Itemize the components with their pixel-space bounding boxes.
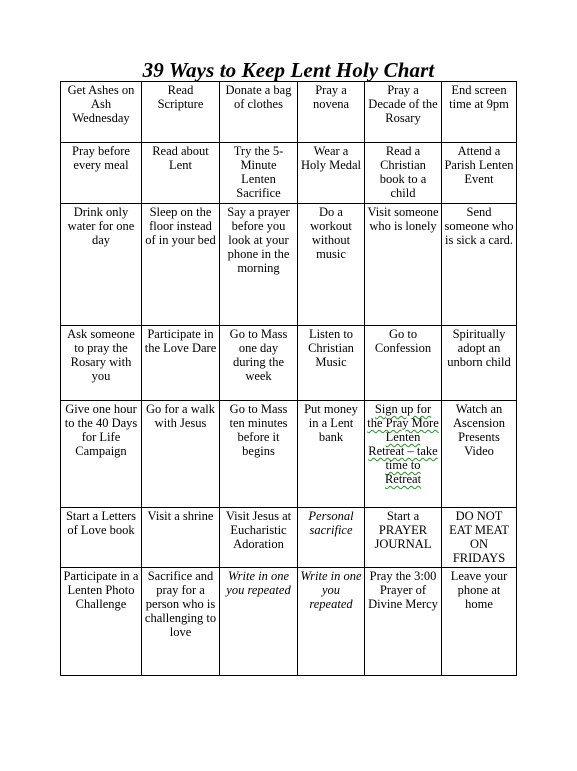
chart-cell: Start a PRAYER JOURNAL — [365, 508, 442, 568]
chart-cell: Visit Jesus at Eucharistic Adoration — [220, 508, 298, 568]
chart-cell: Pray the 3:00 Prayer of Divine Mercy — [365, 568, 442, 676]
table-row — [61, 204, 517, 326]
chart-cell: Attend a Parish Lenten Event — [442, 143, 517, 204]
chart-cell: Go to Mass one day during the week — [220, 326, 298, 401]
chart-cell: Listen to Christian Music — [298, 326, 365, 401]
table-row — [61, 143, 517, 204]
chart-cell: Read about Lent — [142, 143, 220, 204]
chart-cell: Pray a Decade of the Rosary — [365, 82, 442, 143]
chart-cell: Personal sacrifice — [298, 508, 365, 568]
chart-cell: Try the 5-Minute Lenten Sacrifice — [220, 143, 298, 204]
chart-cell: Donate a bag of clothes — [220, 82, 298, 143]
chart-cell: Pray a novena — [298, 82, 365, 143]
table-row — [61, 401, 517, 508]
chart-cell: End screen time at 9pm — [442, 82, 517, 143]
chart-cell: Spiritually adopt an unborn child — [442, 326, 517, 401]
chart-cell: Go to Confession — [365, 326, 442, 401]
table-row — [61, 508, 517, 568]
chart-cell: Go to Mass ten minutes before it begins — [220, 401, 298, 508]
chart-cell: Go for a walk with Jesus — [142, 401, 220, 508]
chart-cell: Get Ashes on Ash Wednesday — [61, 82, 142, 143]
chart-cell: Put money in a Lent bank — [298, 401, 365, 508]
chart-cell: Drink only water for one day — [61, 204, 142, 326]
chart-cell: Watch an Ascension Presents Video — [442, 401, 517, 508]
chart-cell: Sacrifice and pray for a person who is challenging to love — [142, 568, 220, 676]
chart-cell: Visit someone who is lonely — [365, 204, 442, 326]
chart-cell: Read Scripture — [142, 82, 220, 143]
chart-cell: DO NOT EAT MEAT ON FRIDAYS — [442, 508, 517, 568]
chart-cell: Leave your phone at home — [442, 568, 517, 676]
chart-cell: Start a Letters of Love book — [61, 508, 142, 568]
chart-cell: Participate in the Love Dare — [142, 326, 220, 401]
chart-cell: Write in one you repeated — [220, 568, 298, 676]
chart-cell: Wear a Holy Medal — [298, 143, 365, 204]
chart-cell: Send someone who is sick a card. — [442, 204, 517, 326]
table-row — [61, 82, 517, 143]
chart-cell: Write in one you repeated — [298, 568, 365, 676]
chart-cell: Ask someone to pray the Rosary with you — [61, 326, 142, 401]
chart-cell: Do a workout without music — [298, 204, 365, 326]
chart-cell: Say a prayer before you look at your phone in the morning — [220, 204, 298, 326]
table-row — [61, 326, 517, 401]
chart-cell — [365, 401, 442, 508]
page-title: 39 Ways to Keep Lent Holy Chart — [142, 58, 435, 82]
table-row — [61, 568, 517, 676]
chart-cell: Participate in a Lenten Photo Challenge — [61, 568, 142, 676]
cell-text: Sign up for the Pray More Lenten Retreat – take time to Retreat — [367, 402, 439, 486]
chart-cell: Sleep on the floor instead of in your bed — [142, 204, 220, 326]
chart-cell: Read a Christian book to a child — [365, 143, 442, 204]
lent-chart-table — [60, 81, 517, 676]
chart-cell: Give one hour to the 40 Days for Life Campaign — [61, 401, 142, 508]
chart-cell: Pray before every meal — [61, 143, 142, 204]
chart-cell: Visit a shrine — [142, 508, 220, 568]
